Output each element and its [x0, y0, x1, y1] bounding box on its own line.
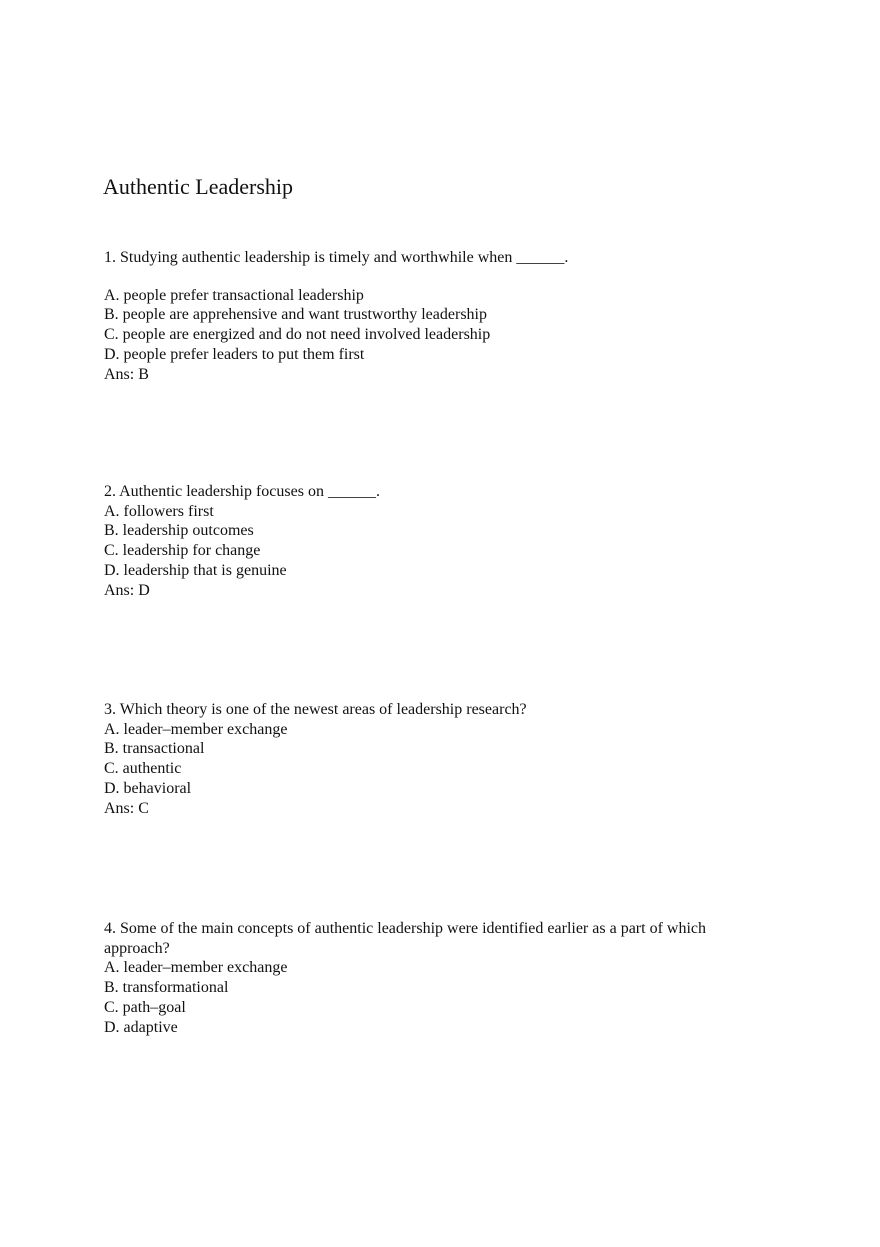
- answer-option: B. transformational: [104, 979, 229, 997]
- question-3: [104, 700, 744, 818]
- answer-key: Ans: C: [104, 799, 149, 817]
- answer-option: B. leadership outcomes: [104, 522, 254, 540]
- answer-option: C. path–goal: [104, 998, 186, 1016]
- answer-option: D. leadership that is genuine: [104, 561, 287, 579]
- answer-option: B. people are apprehensive and want trustworthy leadership: [104, 306, 487, 324]
- answer-option: B. transactional: [104, 740, 205, 758]
- question-stem: 4. Some of the main concepts of authentic leadership were identified earlier as a part of which approach?: [104, 920, 706, 957]
- question-stem: 3. Which theory is one of the newest areas of leadership research?: [104, 701, 527, 718]
- question-2: [104, 482, 744, 600]
- answer-option: D. behavioral: [104, 779, 192, 797]
- question-stem: 1. Studying authentic leadership is timely and worthwhile when ______.: [104, 249, 569, 266]
- answer-options: [104, 720, 744, 799]
- answer-option: C. leadership for change: [104, 542, 261, 560]
- answer-option: C. authentic: [104, 760, 182, 778]
- answer-option: A. people prefer transactional leadership: [104, 286, 364, 304]
- answer-option: A. followers first: [104, 502, 214, 520]
- question-4: [104, 919, 744, 1037]
- answer-option: D. people prefer leaders to put them first: [104, 345, 365, 363]
- answer-key: Ans: B: [104, 365, 149, 383]
- answer-options: [104, 286, 744, 365]
- answer-options: [104, 502, 744, 581]
- answer-option: A. leader–member exchange: [104, 720, 288, 738]
- page-title: Authentic Leadership: [103, 174, 293, 199]
- question-1: [104, 248, 744, 384]
- answer-options: [104, 958, 744, 1037]
- answer-option: C. people are energized and do not need involved leadership: [104, 326, 491, 344]
- question-stem: 2. Authentic leadership focuses on ______.: [104, 483, 380, 500]
- answer-key: Ans: D: [104, 581, 150, 599]
- answer-option: D. adaptive: [104, 1018, 178, 1036]
- answer-option: A. leader–member exchange: [104, 959, 288, 977]
